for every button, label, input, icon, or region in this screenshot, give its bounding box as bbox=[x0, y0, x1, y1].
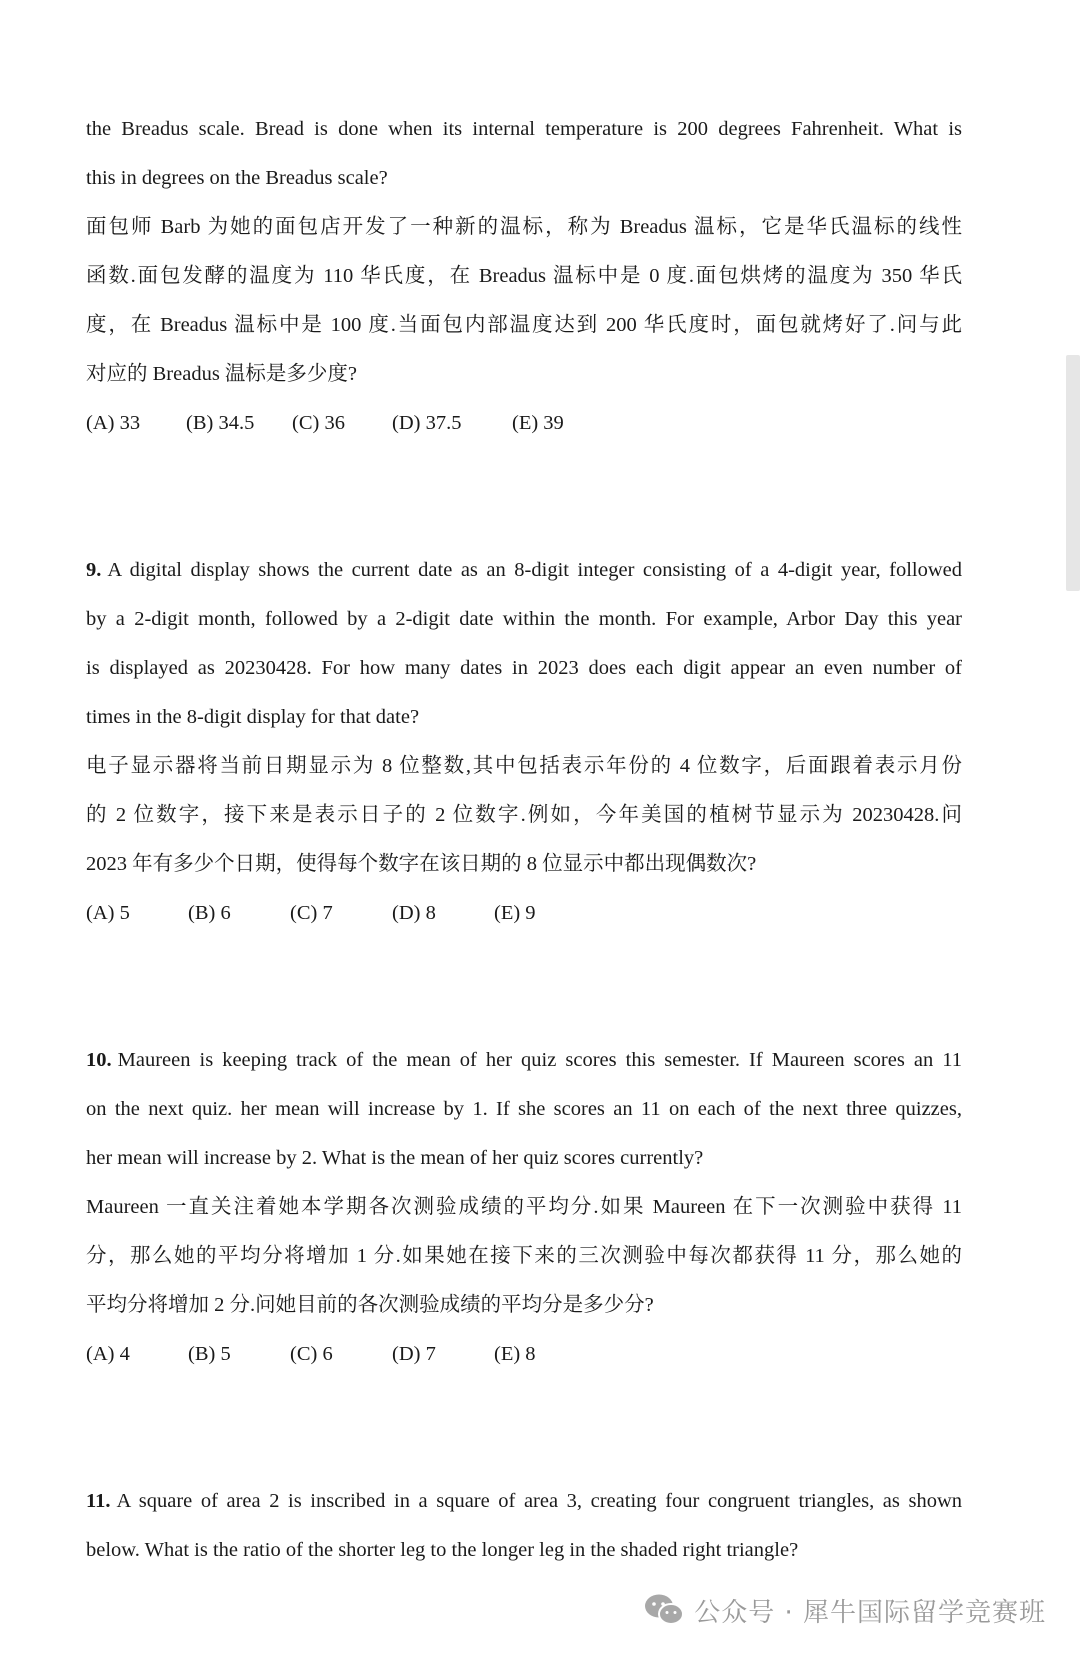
q8-en-line-1: the Breadus scale. Bread is done when its internal temperature is 200 degrees Fahrenheit. What is bbox=[86, 118, 962, 140]
q11-en-first: A square of area 2 is inscribed in a square of area 3, creating four congruent triangles, as shown bbox=[116, 1490, 962, 1512]
question-9 bbox=[86, 546, 962, 938]
q10-choice-c: (C) 6 bbox=[290, 1343, 333, 1365]
q11-en-line-2: below. What is the ratio of the shorter leg to the longer leg in the shaded right triangle? bbox=[86, 1539, 799, 1561]
q9-number: 9. bbox=[86, 559, 102, 581]
q9-en-line-3: is displayed as 20230428. For how many dates in 2023 does each digit appear an even number of bbox=[86, 657, 962, 679]
q8-choice-b: (B) 34.5 bbox=[186, 412, 255, 434]
q8-zh-line-3: 度，在 Breadus 温标中是 100 度.当面包内部温度达到 200 华氏度时，面包就烤好了.问与此 bbox=[86, 314, 962, 336]
q10-zh-line-1: Maureen 一直关注着她本学期各次测验成绩的平均分.如果 Maureen 在下一次测验中获得 11 bbox=[86, 1196, 962, 1218]
q8-en-line-2: this in degrees on the Breadus scale? bbox=[86, 167, 388, 189]
question-11 bbox=[86, 1477, 962, 1575]
q9-choices bbox=[86, 889, 962, 938]
q9-choice-d: (D) 8 bbox=[392, 902, 436, 924]
q10-choice-b: (B) 5 bbox=[188, 1343, 231, 1365]
q10-zh-line-2: 分，那么她的平均分将增加 1 分.如果她在接下来的三次测验中每次都获得 11 分，那么她的 bbox=[86, 1245, 962, 1267]
q9-zh-line-2: 的 2 位数字，接下来是表示日子的 2 位数字.例如，今年美国的植树节显示为 20230428.问 bbox=[86, 804, 962, 826]
q10-choice-a: (A) 4 bbox=[86, 1343, 130, 1365]
q9-en-line-1 bbox=[86, 546, 962, 595]
q9-choice-a: (A) 5 bbox=[86, 902, 130, 924]
q8-zh-line-4: 对应的 Breadus 温标是多少度? bbox=[86, 363, 358, 385]
q10-en-line-3: her mean will increase by 2. What is the mean of her quiz scores currently? bbox=[86, 1147, 704, 1169]
q9-zh-line-3: 2023 年有多少个日期，使得每个数字在该日期的 8 位显示中都出现偶数次? bbox=[86, 853, 757, 875]
question-8 bbox=[86, 105, 962, 448]
q9-choice-c: (C) 7 bbox=[290, 902, 333, 924]
spacer bbox=[86, 938, 962, 1036]
q8-choice-d: (D) 37.5 bbox=[392, 412, 462, 434]
wechat-icon bbox=[644, 1593, 684, 1627]
q11-number: 11. bbox=[86, 1490, 111, 1512]
watermark bbox=[644, 1590, 1046, 1630]
document-page bbox=[86, 105, 962, 1575]
q10-en-line-1 bbox=[86, 1036, 962, 1085]
question-10 bbox=[86, 1036, 962, 1379]
q9-zh-line-1: 电子显示器将当前日期显示为 8 位整数,其中包括表示年份的 4 位数字，后面跟着表示月份 bbox=[86, 755, 962, 777]
scrollbar[interactable] bbox=[1066, 355, 1080, 591]
q8-zh-line-2: 函数.面包发酵的温度为 110 华氏度，在 Breadus 温标中是 0 度.面包烘烤的温度为 350 华氏 bbox=[86, 265, 962, 287]
q10-number: 10. bbox=[86, 1049, 112, 1071]
q11-en-line-1 bbox=[86, 1477, 962, 1526]
q8-zh-line-1: 面包师 Barb 为她的面包店开发了一种新的温标，称为 Breadus 温标，它是华氏温标的线性 bbox=[86, 216, 962, 238]
q9-en-line-2: by a 2-digit month, followed by a 2-digit date within the month. For example, Arbor Day this year bbox=[86, 608, 962, 630]
spacer bbox=[86, 448, 962, 546]
q10-en-first: Maureen is keeping track of the mean of her quiz scores this semester. If Maureen scores an 11 bbox=[117, 1049, 962, 1071]
q10-choices bbox=[86, 1330, 962, 1379]
watermark-text: 公众号 · 犀牛国际留学竞赛班 bbox=[694, 1597, 1046, 1628]
q10-choice-e: (E) 8 bbox=[494, 1343, 536, 1365]
q9-en-first: A digital display shows the current date as an 8-digit integer consisting of a 4-digit year, followed bbox=[107, 559, 962, 581]
q8-choices bbox=[86, 399, 962, 448]
q10-choice-d: (D) 7 bbox=[392, 1343, 436, 1365]
spacer bbox=[86, 1379, 962, 1477]
q9-choice-e: (E) 9 bbox=[494, 902, 536, 924]
q8-choice-a: (A) 33 bbox=[86, 412, 141, 434]
q8-choice-e: (E) 39 bbox=[512, 412, 564, 434]
q10-zh-line-3: 平均分将增加 2 分.问她目前的各次测验成绩的平均分是多少分? bbox=[86, 1294, 654, 1316]
q9-choice-b: (B) 6 bbox=[188, 902, 231, 924]
q8-choice-c: (C) 36 bbox=[292, 412, 345, 434]
q9-en-line-4: times in the 8-digit display for that date? bbox=[86, 706, 420, 728]
q10-en-line-2: on the next quiz. her mean will increase by 1. If she scores an 11 on each of the next three quizzes, bbox=[86, 1098, 962, 1120]
